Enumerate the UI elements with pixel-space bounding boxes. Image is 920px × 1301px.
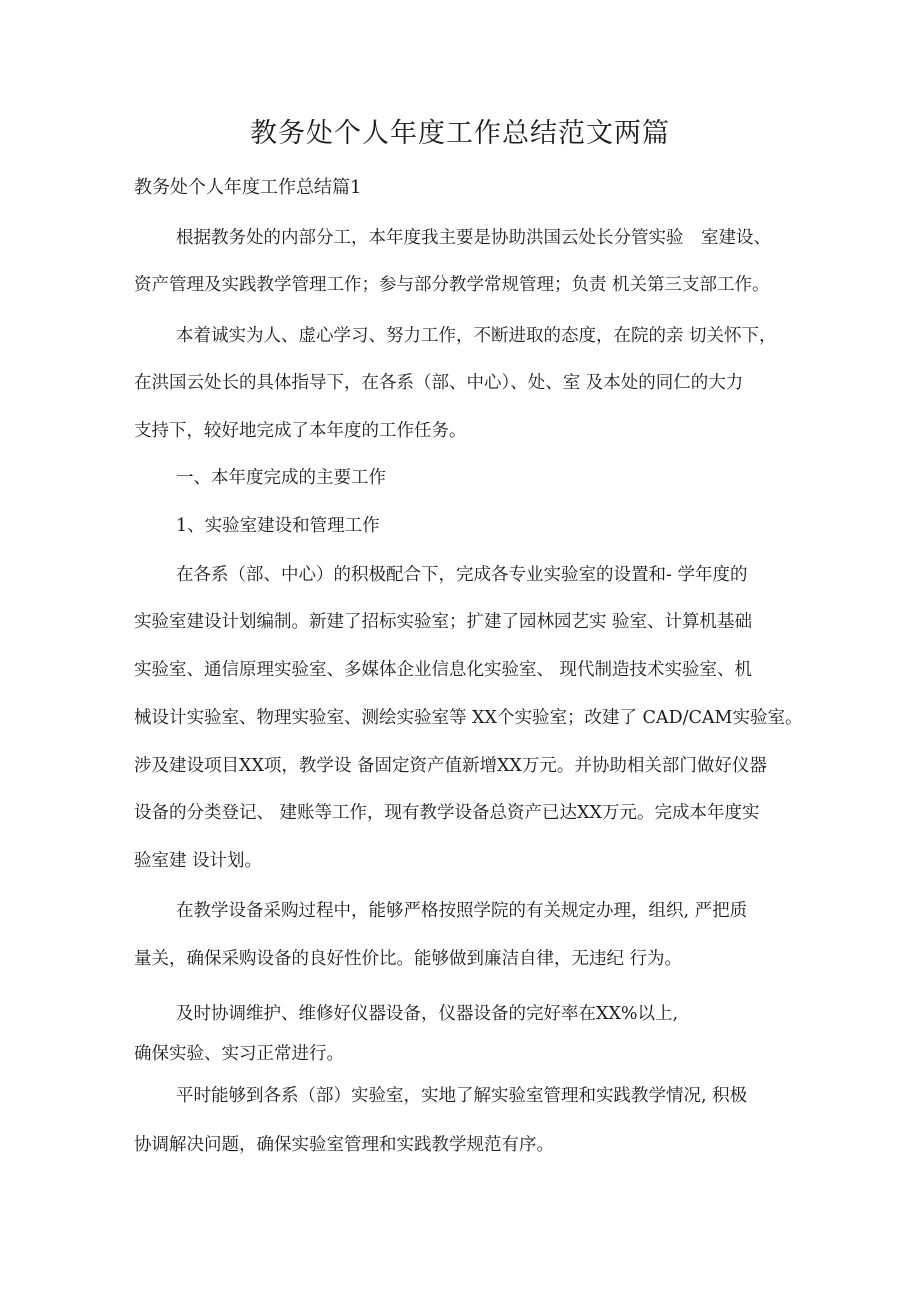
paragraph-line: 量关，确保采购设备的良好性价比。能够做到廉洁自律，无违纪 行为。	[134, 949, 683, 969]
paragraph-line: 在各系（部、中心）的积极配合下，完成各专业实验室的设置和- 学年度的	[176, 565, 748, 585]
paragraph-line: 资产管理及实践教学管理工作；参与部分教学常规管理；负责 机关第三支部工作。	[134, 275, 770, 295]
paragraph-line: 及时协调维护、维修好仪器设备，仪器设备的完好率在XX%以上,	[176, 1004, 679, 1024]
paragraph-line: 涉及建设项目XX项，教学设 备固定资产值新增XX万元。并协助相关部门做好仪器	[134, 756, 767, 776]
paragraph-line: 确保实验、实习正常进行。	[134, 1044, 344, 1064]
paragraph-line: 本着诚实为人、虚心学习、努力工作，不断进取的态度，在院的亲 切关怀下，	[176, 326, 777, 346]
paragraph-line: 支持下，较好地完成了本年度的工作任务。	[134, 421, 467, 441]
paragraph-line: 验室建 设计划。	[134, 851, 263, 871]
paragraph-line: 在洪国云处长的具体指导下，在各系（部、中心）、处、室 及本处的同仁的大力	[134, 373, 744, 393]
paragraph-line: 械设计实验室、物理实验室、测绘实验室等 XX个实验室；改建了 CAD/CAM实验室。	[134, 708, 803, 728]
paragraph-line: 实验室、通信原理实验室、多媒体企业信息化实验室、 现代制造技术实验室、机	[134, 660, 753, 680]
heading-line: 1、实验室建设和管理工作	[176, 516, 380, 536]
paragraph-line: 设备的分类登记、 建账等工作，现有教学设备总资产已达XX万元。完成本年度实	[134, 803, 760, 823]
paragraph-line: 实验室建设计划编制。新建了招标实验室；扩建了园林园艺实 验室、计算机基础	[134, 612, 753, 632]
paragraph-line: 在教学设备采购过程中，能够严格按照学院的有关规定办理，组织, 严把质	[176, 901, 748, 921]
paragraph-line: 协调解决问题，确保实验室管理和实践教学规范有序。	[134, 1135, 554, 1155]
section-heading: 教务处个人年度工作总结篇1	[134, 177, 362, 198]
document-title: 教务处个人年度工作总结范文两篇	[250, 118, 670, 149]
paragraph-line: 根据教务处的内部分工，本年度我主要是协助洪国云处长分管实验 室建设、	[176, 228, 771, 248]
heading-line: 一、本年度完成的主要工作	[176, 468, 386, 488]
paragraph-line: 平时能够到各系（部）实验室，实地了解实验室管理和实践教学情况, 积极	[176, 1086, 748, 1106]
